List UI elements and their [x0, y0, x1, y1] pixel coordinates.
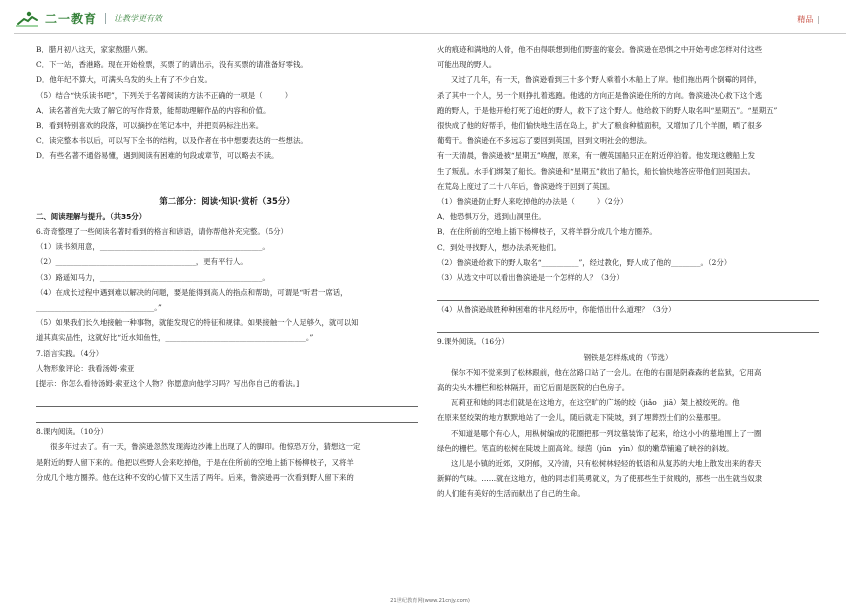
passage-8-line: 很多年过去了。有一天，鲁滨逊忽然发现海边沙滩上出现了人的脚印。他惊恐万分，猜想这一定	[50, 442, 361, 452]
brand-name: 二一教育	[45, 12, 98, 26]
passage-8-line: 火的痕迹和满地的人骨，他不由得联想到他们野蛮的宴会。鲁滨逊在恐惧之中开始考虑怎样对付这些	[437, 45, 763, 54]
passage-8-line: 分成几个地方圈养。他在这种不安的心情下又生活了两年。后来，鲁滨逊再一次看到野人留下来的	[36, 472, 354, 482]
quality-badge	[797, 14, 820, 25]
section-two-heading: 二、阅读理解与提升。（共35分）	[36, 211, 147, 221]
passage-8-line: 葡萄干。鲁滨逊在不多远忘了要回到英国，回到文明社会的想法。	[437, 136, 652, 146]
passage-8-line: 生了叛乱。水手们绑架了船长。鲁滨逊和“星期五”救出了船长，船长愉快地答应带他们回英国去。	[437, 166, 755, 176]
q6-item-3: （3）路遥知马力，____________________________________________。	[36, 272, 270, 282]
answer-line[interactable]	[437, 318, 819, 333]
passage-9-line: 不知道是哪个有心人，用枞树编成的花圈把那一列坟墓装饰了起来，给这小小的墓地围上了一圈	[451, 428, 762, 438]
passage-8-line: 跑的野人，于是他开枪打死了追赶的野人，救下了这个野人。他给救下的野人取名叫“星期五”。“星期五”	[437, 105, 778, 115]
q8-sub-2: （2）鲁滨逊给救下的野人取名“__________”，经过教化，野人成了他的________。（2分）	[437, 257, 732, 267]
passage-9-line: 高的尖头木栅栏和松林隔开，而它后面是医院的白色房子。	[437, 383, 630, 393]
badge-separator: |	[817, 15, 820, 24]
q5-option-d: D．有些名著不通俗易懂，遇到阅读有困难的句段或章节，可以略去不读。	[36, 151, 279, 161]
answer-line[interactable]	[36, 392, 418, 407]
answer-line[interactable]	[36, 408, 418, 423]
passage-8-line: 在荒岛上度过了二十八年后，鲁滨逊终于回到了英国。	[437, 181, 615, 191]
q6-item-4-blank: ________________________________。”	[36, 303, 162, 313]
option-c: C．下一站，香港路。现在开始检票，买票了的请出示，没有买票的请准备好零钱。	[36, 60, 308, 70]
q6-item-1: （1）读书须用意，____________________________________________。	[36, 242, 270, 252]
site-logo[interactable]	[14, 10, 162, 27]
passage-9-line: 的人们能有美好的生活而献出了自己的生命。	[437, 489, 585, 499]
badge-label: 精品	[797, 15, 814, 24]
passage-8-line: 可能出现的野人。	[437, 60, 497, 70]
q5-option-b: B．看到特别喜欢的段落，可以摘抄在笔记本中，并把页码标注出来。	[36, 121, 264, 131]
option-d: D．他年纪不算大，可满头乌发的头上有了不少白发。	[36, 75, 212, 85]
q6-item-2: （2）______________________________________，更有平行人。	[36, 257, 248, 267]
q8-sub-1-option-c: C．到处寻找野人，想办法杀死他们。	[437, 242, 561, 252]
question-6: 6.奇奇整理了一些阅读名著时看到的格言和谚语，请你帮他补充完整。（5分）	[36, 227, 288, 237]
passage-8-line: 杀了其中一个人，另一个则挣扎着逃跑。他逃的方向正是鲁滨逊住所的方向。鲁滨逊决心救下这个逃	[437, 90, 763, 100]
question-7: 7.语言实践。（4分）	[36, 348, 104, 358]
option-b: B．腊月初八这天，家家熬腊八粥。	[36, 45, 153, 54]
question-5: （5）结合“快乐读书吧”，下列关于名著阅读的方法不正确的一项是（ ）	[36, 90, 293, 100]
right-column	[437, 42, 819, 502]
q7-character-review: 人物形象评论：我看汤姆·索亚	[36, 363, 135, 373]
passage-8-line: 是附近的野人留下来的。他把以些野人会来吃掉他，于是在住所前的空地上插下杨柳枝子，又将羊	[36, 457, 354, 467]
passage-9-line: 瓦莉亚和她的同志们就是在这地方，在这空旷的广场的绞（jiǎo jiā）架上被绞死的。他	[451, 398, 740, 408]
q8-sub-1-option-a: A．他恐惧万分，逃到山洞里住。	[437, 212, 546, 222]
q5-option-c: C．读完整本书以后，可以写下全书的结构，以及作者在书中想要表达的一些想法。	[36, 136, 308, 146]
page-footer: 21世纪教育网(www.21cnjy.com)	[390, 598, 470, 604]
q8-sub-1: （1）鲁滨逊防止野人来吃掉他的办法是（ ）（2分）	[437, 197, 628, 207]
passage-9-title: 钢铁是怎样炼成的（节选）	[583, 352, 673, 362]
header-rule	[14, 33, 846, 34]
passage-9-line: 保尔不知不觉来到了松林跟前，他在岔路口站了一会儿。在他的右面是阴森森的老监狱，它用高	[451, 367, 762, 377]
brand-slogan: 让教学更有效	[114, 14, 163, 23]
passage-9-line: 新鲜的气味。……就在这地方，他的同志们英勇就义，为了使那些生于贫贱的，那些一出生就当奴隶	[437, 474, 763, 484]
passage-9-line: 绿色的栅栏。笔直的松树在陡坡上面高耸。绿茵（jūn yīn）似的嫩草铺遍了峡谷的斜坡。	[437, 443, 734, 453]
part-two-title: 第二部分：阅读·知识·赏析（35分）	[159, 195, 295, 206]
question-8: 8.课内阅读。（10分）	[36, 427, 108, 437]
q6-item-5-cont: 道其真实品性，这就好比“近水知鱼性，______________________________________。”	[36, 333, 314, 343]
q8-sub-3: （3）从选文中可以看出鲁滨逊是一个怎样的人？（3分）	[437, 273, 624, 283]
q7-hint: [提示：你怎么看待汤姆·索亚这个人物？你愿意向他学习吗？写出你自己的看法。]	[36, 379, 300, 389]
passage-8-line: 又过了几年，有一天，鲁滨逊看到三十多个野人乘着小木船上了岸。他们拖出两个倒霉的同伴，	[451, 75, 762, 85]
header-divider	[105, 13, 106, 24]
q6-item-4: （4）在成长过程中遇到难以解决的问题，要是能得到高人的指点和帮助，可谓是“听君一席话，	[36, 287, 348, 297]
q8-sub-1-option-b: B．在住所前的空地上插下杨柳枝子，又将羊群分成几个地方圈养。	[437, 227, 657, 237]
passage-8-line: 有一天清晨，鲁滨逊被“星期五”唤醒，原来，有一艘英国船只正在附近停泊着。他发现这艘船上发	[437, 151, 755, 161]
question-9: 9.课外阅读。（16分）	[437, 337, 509, 347]
q8-sub-4: （4）从鲁滨逊战胜种种困难的非凡经历中，你能悟出什么道理？（3分）	[437, 305, 676, 315]
q6-item-5: （5）如果我们长久地接触一种事物，就能发现它的特征和规律。如果接触一个人足够久，就可以知	[36, 318, 359, 328]
passage-8-line: 很快成了他的好帮手，他们愉快地生活在岛上，扩大了粮食种植面积，又增加了几个羊圈，晒了很多	[437, 121, 763, 131]
passage-9-line: 这儿是小镇的近郊，又阴郁，又冷清，只有松树林轻轻的低语和从复苏的大地上散发出来的春天	[451, 459, 762, 469]
passage-9-line: 在原来竖绞架的地方默默地站了一会儿，随后就走下陡坡，到了埋葬烈士们的公墓那里。	[437, 413, 726, 423]
runner-logo-icon	[14, 11, 40, 27]
answer-line[interactable]	[437, 286, 819, 301]
q5-option-a: A．读名著首先大致了解它的写作背景，能帮助理解作品的内容和价值。	[36, 105, 271, 115]
left-column	[36, 42, 418, 485]
